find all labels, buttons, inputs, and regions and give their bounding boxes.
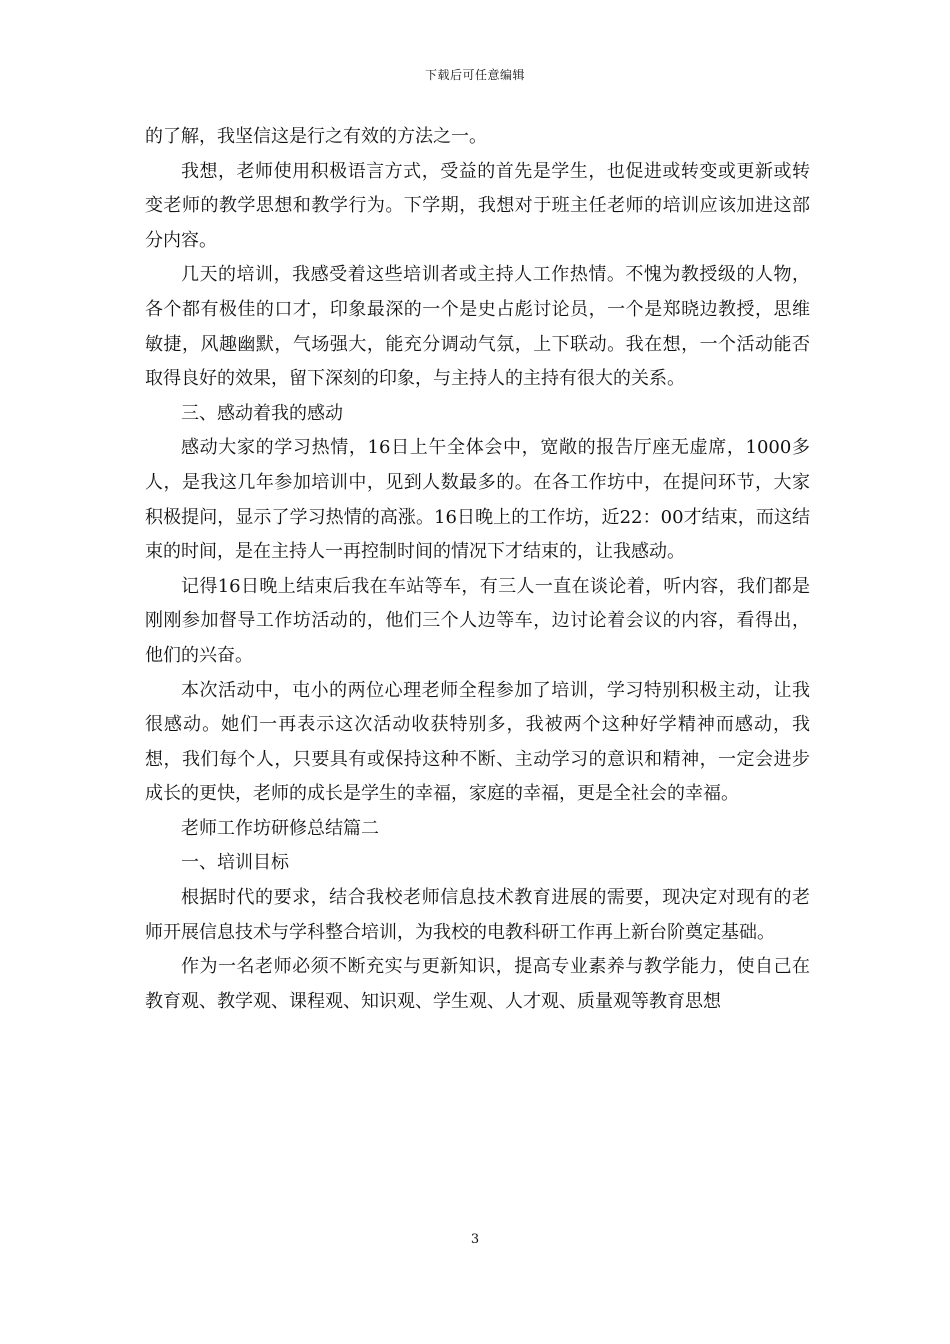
paragraph: 感动大家的学习热情，16日上午全体会中，宽敞的报告厅座无虚席，1000多人，是我这几年参加培训中，见到人数最多的。在各工作坊中，在提问环节，大家积极提问，显示了学习热情的高涨。16日晚上的工作坊，近22：00才结束，而这结束的时间，是在主持人一再控制时间的情况下才结束的，让我感动。 (145, 437, 810, 563)
document-body (145, 120, 810, 1019)
section-heading: 一、培训目标 (181, 852, 289, 874)
article-title: 老师工作坊研修总结篇二 (181, 817, 379, 839)
paragraph: 本次活动中，屯小的两位心理老师全程参加了培训，学习特别积极主动，让我很感动。她们一再表示这次活动收获特别多，我被两个这种好学精神而感动，我想，我们每个人，只要具有或保持这种不断、主动学习的意识和精神，一定会进步成长的更快，老师的成长是学生的幸福，家庭的幸福，更是全社会的幸福。 (145, 679, 810, 805)
paragraph: 几天的培训，我感受着这些培训者或主持人工作热情。不愧为教授级的人物，各个都有极佳的口才，印象最深的一个是史占彪讨论员，一个是郑晓边教授，思维敏捷，风趣幽默，气场强大，能充分调动气氛，上下联动。我在想，一个活动能否取得良好的效果，留下深刻的印象，与主持人的主持有很大的关系。 (145, 264, 810, 390)
page-header: 下载后可任意编辑 (424, 68, 525, 82)
paragraph: 作为一名老师必须不断充实与更新知识，提高专业素养与教学能力，使自己在教育观、教学观、课程观、知识观、学生观、人才观、质量观等教育思想 (145, 956, 810, 1012)
paragraph: 我想，老师使用积极语言方式，受益的首先是学生，也促进或转变或更新或转变老师的教学思想和教学行为。下学期，我想对于班主任老师的培训应该加进这部分内容。 (145, 160, 810, 251)
section-heading: 三、感动着我的感动 (181, 402, 343, 424)
paragraph: 记得16日晚上结束后我在车站等车，有三人一直在谈论着，听内容，我们都是刚刚参加督导工作坊活动的，他们三个人边等车，边讨论着会议的内容，看得出，他们的兴奋。 (145, 575, 810, 666)
page-number: 3 (470, 1232, 480, 1247)
paragraph: 根据时代的要求，结合我校老师信息技术教育进展的需要，现决定对现有的老师开展信息技术与学科整合培训，为我校的电教科研工作再上新台阶奠定基础。 (145, 887, 810, 943)
paragraph-continuation: 的了解，我坚信这是行之有效的方法之一。 (145, 126, 487, 147)
